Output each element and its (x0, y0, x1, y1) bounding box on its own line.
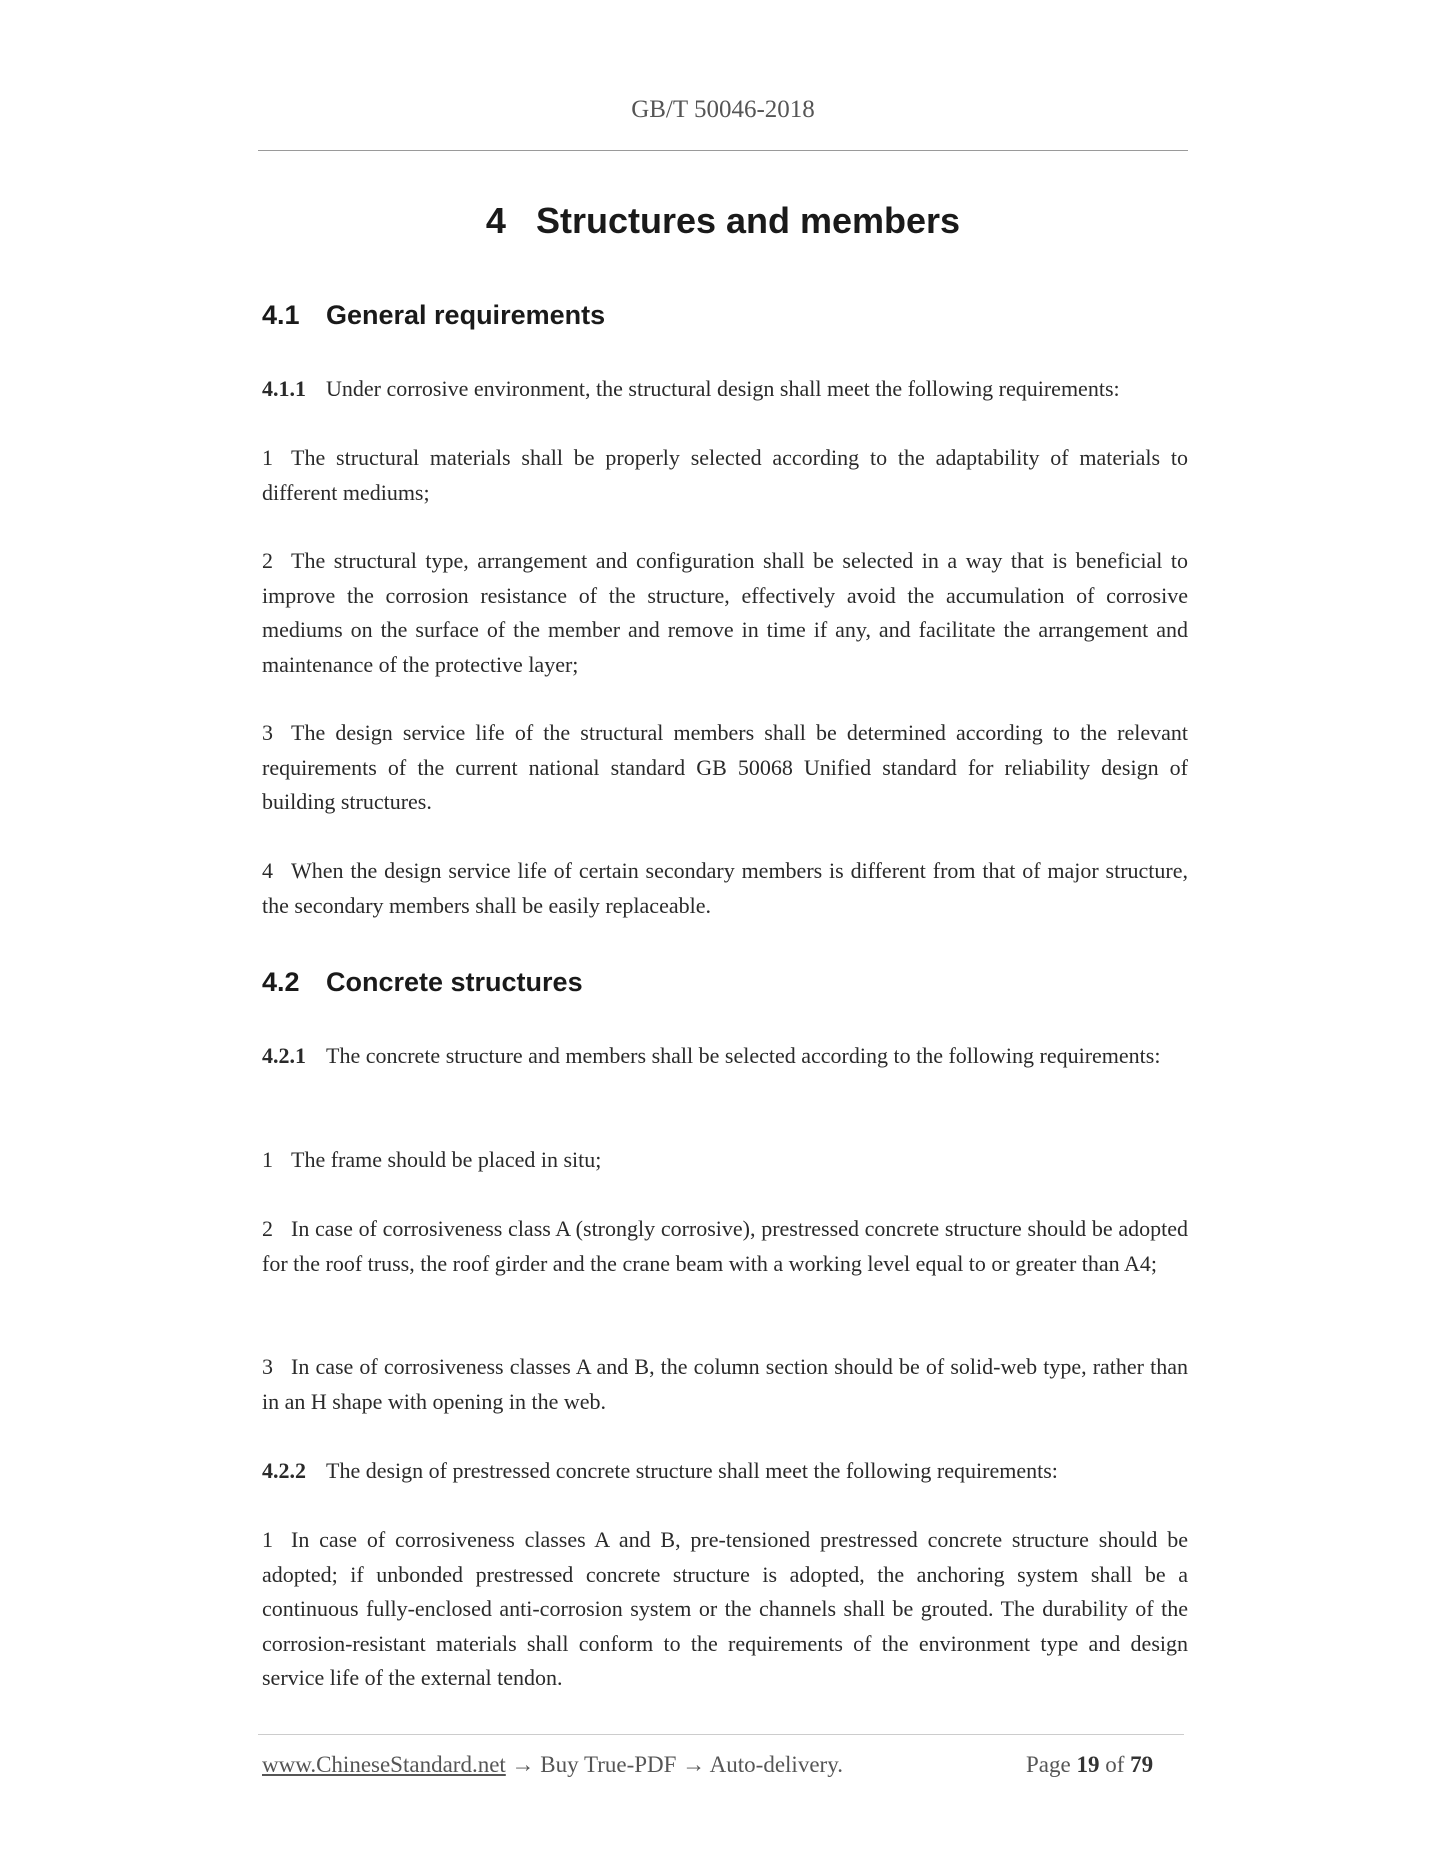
list-item (262, 854, 1188, 923)
list-item (262, 1212, 1188, 1281)
item-text: When the design service life of certain secondary members is different from that of major structure, the secondary members shall be easily replaceable. (262, 858, 1188, 918)
clause-text: The design of prestressed concrete structure shall meet the following requirements: (326, 1458, 1058, 1483)
list-item (262, 441, 1188, 510)
item-number: 1 (262, 445, 273, 470)
item-text: The frame should be placed in situ; (291, 1147, 602, 1172)
clause-number: 4.2.1 (262, 1043, 306, 1068)
website-link[interactable]: www.ChineseStandard.net (262, 1752, 506, 1777)
item-text: The design service life of the structural members shall be determined according to the relevant requirements of the current national standard GB 50068 Unified standard for reliability design of building structures. (262, 720, 1188, 814)
section-title: General requirements (326, 300, 606, 330)
item-text: In case of corrosiveness classes A and B, the column section should be of solid-web type, rather than in an H shape with opening in the web. (262, 1354, 1188, 1414)
page-current: 19 (1076, 1752, 1100, 1777)
page-number (1026, 1752, 1153, 1778)
list-item (262, 544, 1188, 682)
arrow-right-icon: → (511, 1752, 535, 1777)
buy-pdf-text: Buy True-PDF (540, 1752, 677, 1777)
page-of-label: of (1105, 1752, 1125, 1777)
item-number: 2 (262, 1216, 273, 1241)
item-number: 3 (262, 720, 273, 745)
section-title: Concrete structures (326, 967, 583, 997)
section-heading-4-2 (262, 967, 1192, 998)
item-text: In case of corrosiveness classes A and B, pre-tensioned prestressed concrete structure should be adopted; if unbonded prestressed concrete structure is adopted, the anchoring system shall be a continuous fully-enclosed anti-corrosion system or the channels shall be grouted. The durability of the corrosion-resistant materials shall conform to the requirements of the environment type and design service life of the external tendon. (262, 1527, 1188, 1690)
clause-number: 4.1.1 (262, 376, 306, 401)
list-item (262, 1143, 1188, 1178)
header-divider (258, 150, 1188, 151)
item-number: 2 (262, 548, 273, 573)
clause-text: The concrete structure and members shall be selected according to the following requirements: (326, 1043, 1161, 1068)
page-label: Page (1026, 1752, 1071, 1777)
page-header: GB/T 50046-2018 (631, 96, 815, 123)
clause-4-1-1 (262, 372, 1188, 407)
list-item (262, 1523, 1188, 1696)
clause-number: 4.2.2 (262, 1458, 306, 1483)
arrow-right-icon: → (682, 1752, 706, 1777)
auto-delivery-text: Auto-delivery. (709, 1752, 843, 1777)
chapter-title-text: Structures and members (535, 200, 961, 241)
clause-4-2-1 (262, 1039, 1188, 1074)
page-total: 79 (1130, 1752, 1154, 1777)
item-number: 1 (262, 1527, 273, 1552)
footer-promo (262, 1752, 843, 1778)
item-text: The structural type, arrangement and configuration shall be selected in a way that is beneficial to improve the corrosion resistance of the structure, effectively avoid the accumulation of corrosive mediums on the surface of the member and remove in time if any, and facilitate the arrangement and maintenance of the protective layer; (262, 548, 1188, 677)
section-number: 4.1 (262, 300, 300, 330)
clause-text: Under corrosive environment, the structural design shall meet the following requirements: (326, 376, 1120, 401)
chapter-title (258, 200, 1188, 242)
footer-divider (258, 1734, 1184, 1735)
section-heading-4-1 (262, 300, 1192, 331)
list-item (262, 716, 1188, 820)
item-number: 3 (262, 1354, 273, 1379)
item-number: 1 (262, 1147, 273, 1172)
chapter-number: 4 (485, 200, 506, 241)
item-text: In case of corrosiveness class A (strongly corrosive), prestressed concrete structure should be adopted for the roof truss, the roof girder and the crane beam with a working level equal to or greater than A4; (262, 1216, 1188, 1276)
item-number: 4 (262, 858, 273, 883)
section-number: 4.2 (262, 967, 300, 997)
clause-4-2-2 (262, 1454, 1188, 1489)
list-item (262, 1350, 1188, 1419)
item-text: The structural materials shall be properly selected according to the adaptability of materials to different mediums; (262, 445, 1188, 505)
